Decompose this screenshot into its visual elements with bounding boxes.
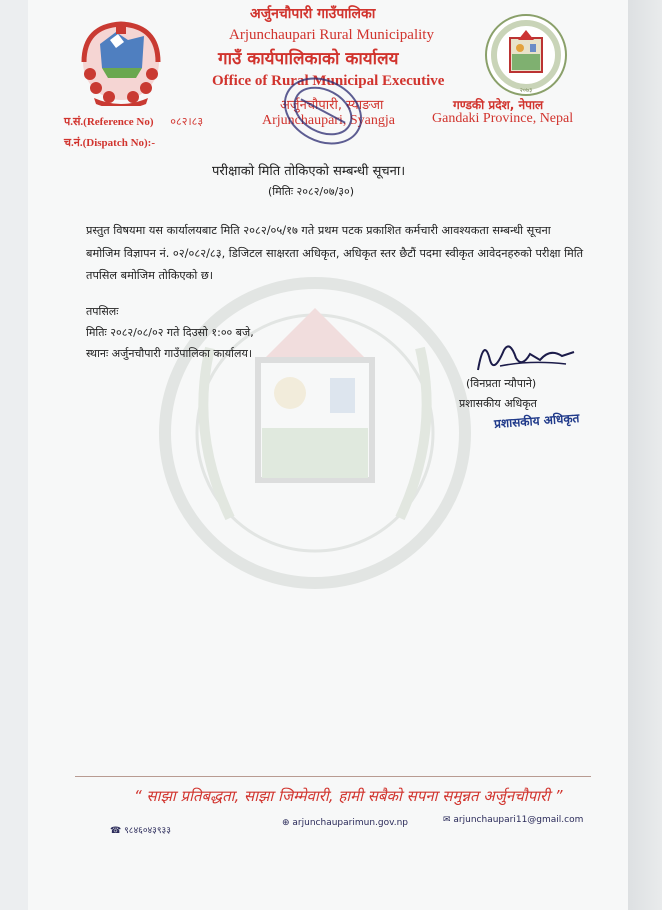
email-address[interactable]: arjunchaupari11@gmail.com: [453, 815, 584, 825]
website-url[interactable]: arjunchauparimun.gov.np: [292, 818, 409, 828]
municipality-logo-icon: [482, 12, 570, 98]
footer-email[interactable]: [443, 815, 583, 825]
municipality-name-nepali: अर्जुनचौपारी गाउँपालिका: [250, 6, 376, 22]
footer-website[interactable]: [282, 818, 408, 828]
footer-divider: [75, 776, 591, 777]
watermark-logo-icon: [150, 268, 480, 598]
municipality-name-english: Arjunchaupari Rural Municipality: [229, 27, 434, 43]
phone-number: ९८४६०४३९३३: [124, 826, 171, 836]
footer-slogan: “ साझा प्रतिबद्धता, साझा जिम्मेवारी, हामी सबैको सपना समुन्नत अर्जुनचौपारी ”: [134, 787, 563, 805]
exam-date-line: मितिः २०८२/०८/०२ गते दिउसो १:०० बजे,: [86, 326, 254, 339]
signatory-designation: प्रशासकीय अधिकृत: [459, 397, 537, 410]
office-name-nepali: गाउँ कार्यपालिकाको कार्यालय: [218, 49, 399, 69]
province-english: Gandaki Province, Nepal: [432, 111, 574, 126]
svg-text:२०७३: २०७३: [519, 87, 533, 94]
reference-label: प.सं.(Reference No): [64, 116, 154, 128]
details-label: तपसिलः: [86, 305, 119, 318]
signatory-name: (विनप्रता न्यौपाने): [466, 377, 537, 390]
office-name-english: Office of Rural Municipal Executive: [212, 73, 445, 89]
phone-icon: ☎: [110, 826, 122, 836]
province-nepali: गण्डकी प्रदेश, नेपाल: [453, 98, 544, 112]
mail-icon: ✉: [443, 815, 451, 825]
district-nepali: अर्जुनचौपारी, स्याङजा: [280, 98, 384, 113]
designation-stamp: प्रशासकीय अधिकृत: [493, 411, 580, 431]
exam-venue-line: स्थानः अर्जुनचौपारी गाउँपालिका कार्यालय।: [86, 347, 253, 360]
globe-icon: ⊕: [282, 818, 290, 828]
reference-value: ०८२।८३: [170, 116, 204, 128]
scan-edge: [628, 0, 662, 910]
district-english: Arjunchaupari, Syangja: [262, 113, 395, 128]
notice-date: (मितिः २०८२/०७/३०): [268, 185, 355, 198]
signature-icon: [470, 330, 590, 380]
notice-body: प्रस्तुत विषयमा यस कार्यालयबाट मिति २०८२/०५/१७ गते प्रथम पटक प्रकाशित कर्मचारी आवश्यकता सम्बन्धी सूचना बमोजिम विज्ञापन नं. ०२/०८२/८३, डिजिटल साक्षरता अधिकृत, अधिकृत स्तर छैटौं पदमा स्वीकृत आवेदनहरुको परीक्षा मिति तपसिल बमोजिम तोकिएको छ।: [86, 224, 584, 282]
reference-number: [64, 114, 203, 129]
notice-title: परीक्षाको मिति तोकिएको सम्बन्धी सूचना।: [212, 164, 406, 179]
dispatch-stamp-icon: [278, 66, 368, 156]
nepal-emblem-icon: [72, 18, 170, 106]
footer-phone: [110, 823, 171, 836]
dispatch-number: च.नं.(Dispatch No):-: [64, 137, 155, 149]
